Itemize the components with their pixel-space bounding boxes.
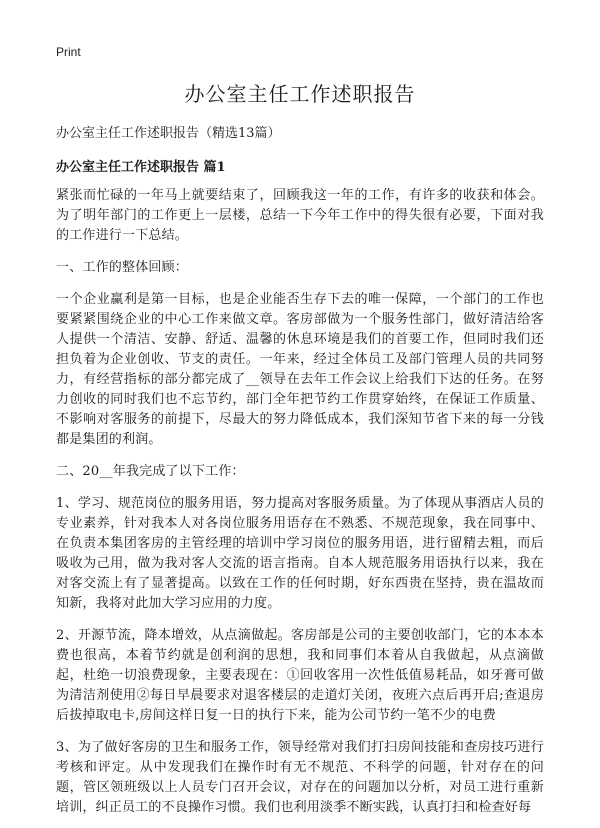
paragraph-heading-completed: 二、20__年我完成了以下工作： (56, 464, 245, 479)
section-heading: 办公室主任工作述职报告 篇1 (56, 160, 226, 175)
print-label[interactable]: Print (56, 45, 81, 59)
paragraph-heading-review: 一、工作的整体回顾： (56, 260, 189, 275)
document-title: 办公室主任工作述职报告 (184, 82, 416, 106)
paragraph-intro: 紧张而忙碌的一年马上就要结束了，回顾我这一年的工作，有许多的收获和体会。为了明年部门的工作更上一层楼，总结一下今年工作中的得失很有必要，下面对我的工作进行一下总结。 (56, 188, 544, 243)
paragraph-item-1: 1、学习、规范岗位的服务用语，努力提高对客服务质量。为了体现从事酒店人员的专业素养，针对我本人对各岗位服务用语存在不熟悉、不规范现象，我在同事中、在负责本集团客房的主管经理的培训中学习岗位的服务用语，进行留精去粗，而后吸收为己用，做为我对客人交流的语言指南。自本人规范服务用语执行以来，我在对客交流上有了显著提高。以致在工作的任何时期，好东西贵在坚持，贵在温故而知新，我将对此加大学习应用的力度。 (56, 496, 544, 611)
paragraph-item-2: 2、开源节流，降本增效，从点滴做起。客房部是公司的主要创收部门，它的本本本费也很高，本着节约就是创利润的思想，我和同事们本着从自我做起，从点滴做起，杜绝一切浪费现象，主要表现在：①回收客用一次性低值易耗品，如牙膏可做为清洁剂使用②每日早晨要求对退客楼层的走道灯关闭，夜班六点后再开启;查退房后拔掉取电卡,房间这样日复一日的执行下来，能为公司节约一笔不少的电费 (56, 628, 544, 723)
paragraph-item-3: 3、为了做好客房的卫生和服务工作，领导经常对我们打扫房间技能和查房技巧进行考核和评定。从中发现我们在操作时有无不规范、不科学的问题，针对存在的问题，管区领班级以上人员专门召开会议，对存在的问题加以分析，对员工进行重新培训，纠正员工的不良操作习惯。我们也利用淡季不断实践，认真打扫和检查好每 (56, 740, 544, 815)
paragraph-review-body: 一个企业赢利是第一目标，也是企业能否生存下去的唯一保障，一个部门的工作也要紧紧围绕企业的中心工作来做文章。客房部做为一个服务性部门，做好清洁给客人提供一个清洁、安静、舒适、温馨的休息环境是我们的首要工作，但同时我们还担负着为企业创收、节支的责任。一年来，经过全体员工及部门管理人员的共同努力，有经营指标的部分都完成了__领导在去年工作会议上给我们下达的任务。在努力创收的同时我们也不忘节约，部门全年把节约工作贯穿始终，在保证工作质量、不影响对客服务的前提下，尽最大的努力降低成本，我们深知节省下来的每一分钱都是集团的利润。 (56, 292, 544, 447)
document-subtitle: 办公室主任工作述职报告（精选13篇） (56, 126, 281, 141)
